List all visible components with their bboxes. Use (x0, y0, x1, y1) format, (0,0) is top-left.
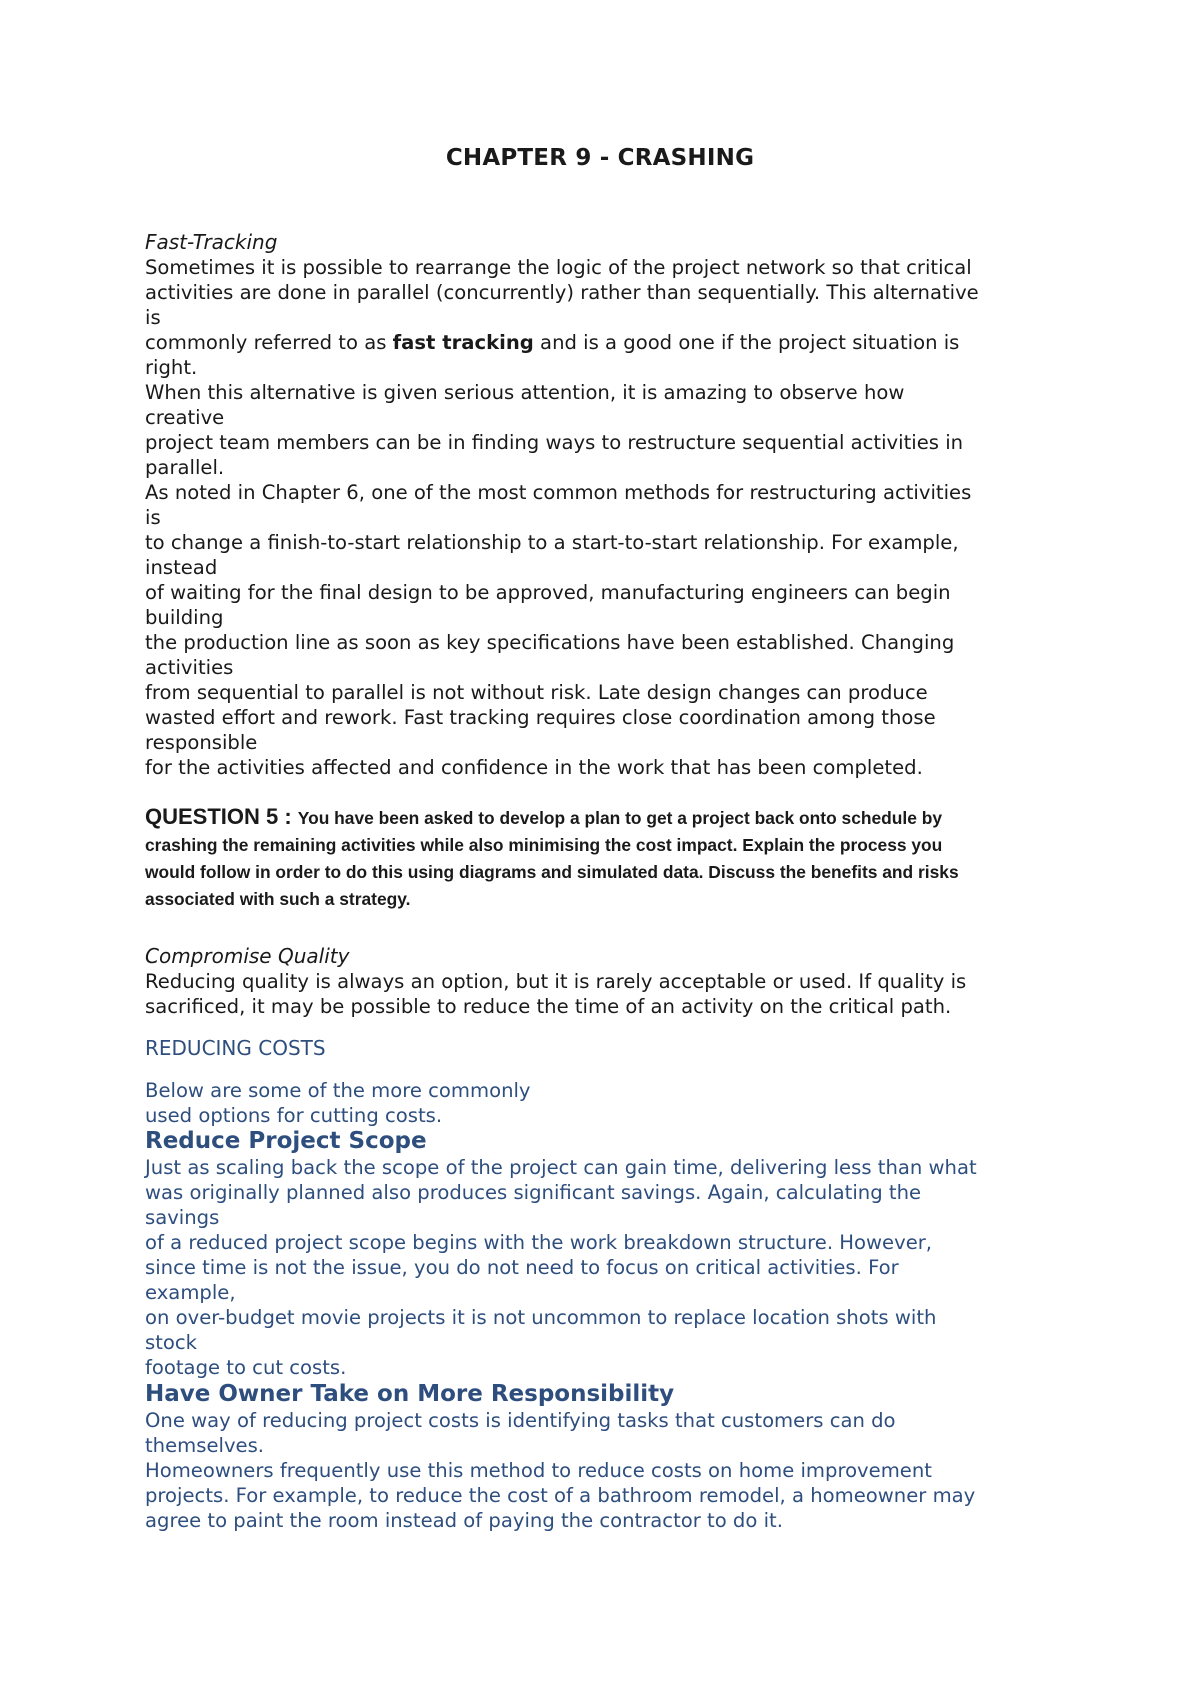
paragraph-line: As noted in Chapter 6, one of the most common methods for restructuring activities (145, 481, 972, 504)
reducing-costs-heading: REDUCING COSTS (145, 1036, 326, 1060)
paragraph-line: When this alternative is given serious attention, it is amazing to observe how (145, 381, 905, 404)
fast-tracking-section (145, 230, 1065, 780)
paragraph-line: since time is not the issue, you do not need to focus on critical activities. For (145, 1256, 899, 1279)
reduce-scope-section (145, 1128, 1065, 1380)
paragraph-line: stock (145, 1331, 197, 1354)
paragraph-line: projects. For example, to reduce the cost of a bathroom remodel, a homeowner may (145, 1484, 976, 1507)
paragraph-line: themselves. (145, 1434, 265, 1457)
fast-tracking-heading: Fast-Tracking (145, 230, 278, 254)
paragraph-line: example, (145, 1281, 236, 1304)
paragraph-line: Just as scaling back the scope of the project can gain time, delivering less than what (145, 1156, 977, 1179)
paragraph-line: footage to cut costs. (145, 1356, 347, 1379)
paragraph-line: One way of reducing project costs is identifying tasks that customers can do (145, 1409, 896, 1432)
question-label: QUESTION 5 : (145, 804, 298, 829)
paragraph-line: Homeowners frequently use this method to reduce costs on home improvement (145, 1459, 932, 1482)
paragraph-line: for the activities affected and confidence in the work that has been completed. (145, 756, 923, 779)
reduce-scope-heading: Reduce Project Scope (145, 1128, 427, 1154)
paragraph-line: creative (145, 406, 225, 429)
paragraph-line: Reducing quality is always an option, but it is rarely acceptable or used. If quality is (145, 970, 967, 993)
paragraph-line: from sequential to parallel is not without risk. Late design changes can produce (145, 681, 928, 704)
paragraph-line: is (145, 506, 161, 529)
paragraph-line: of waiting for the final design to be approved, manufacturing engineers can begin (145, 581, 951, 604)
owner-responsibility-section (145, 1381, 1065, 1533)
paragraph-line (145, 330, 1065, 355)
paragraph-line: Below are some of the more commonly (145, 1079, 531, 1102)
paragraph-line: Sometimes it is possible to rearrange the logic of the project network so that critical (145, 256, 972, 279)
page-title: CHAPTER 9 - CRASHING (445, 145, 755, 171)
question-line: crashing the remaining activities while also minimising the cost impact. Explain the process you (145, 835, 943, 855)
question-line (145, 803, 1065, 832)
paragraph-line: used options for cutting costs. (145, 1104, 443, 1127)
paragraph-line: savings (145, 1206, 220, 1229)
question-line: would follow in order to do this using diagrams and simulated data. Discuss the benefits and risks (145, 862, 959, 882)
question-text: You have been asked to develop a plan to get a project back onto schedule by (297, 808, 943, 828)
text-span: and is a good one if the project situation is (533, 331, 960, 354)
reducing-costs-intro (145, 1078, 1065, 1128)
paragraph-line: project team members can be in finding ways to restructure sequential activities in (145, 431, 964, 454)
text-span: commonly referred to as (145, 331, 393, 354)
paragraph-line: building (145, 606, 224, 629)
paragraph-line: was originally planned also produces significant savings. Again, calculating the (145, 1181, 922, 1204)
compromise-quality-heading: Compromise Quality (145, 944, 350, 968)
question-section (145, 803, 1065, 913)
paragraph-line: on over-budget movie projects it is not uncommon to replace location shots with (145, 1306, 937, 1329)
paragraph-line: parallel. (145, 456, 225, 479)
paragraph-line: activities are done in parallel (concurrently) rather than sequentially. This alternative (145, 281, 979, 304)
owner-responsibility-heading: Have Owner Take on More Responsibility (145, 1381, 675, 1407)
reducing-costs-section (145, 1036, 1065, 1061)
paragraph-line: is (145, 306, 161, 329)
paragraph-line: to change a finish-to-start relationship to a start-to-start relationship. For example, (145, 531, 959, 554)
question-line: associated with such a strategy. (145, 889, 411, 909)
paragraph-line: sacrificed, it may be possible to reduce the time of an activity on the critical path. (145, 995, 952, 1018)
paragraph-line: the production line as soon as key specifications have been established. Changing (145, 631, 955, 654)
paragraph-line: activities (145, 656, 234, 679)
paragraph-line: instead (145, 556, 218, 579)
bold-term: fast tracking (392, 331, 534, 354)
compromise-quality-section (145, 944, 1065, 1019)
paragraph-line: wasted effort and rework. Fast tracking requires close coordination among those (145, 706, 936, 729)
paragraph-line: right. (145, 356, 198, 379)
paragraph-line: of a reduced project scope begins with the work breakdown structure. However, (145, 1231, 933, 1254)
paragraph-line: responsible (145, 731, 258, 754)
paragraph-line: agree to paint the room instead of paying the contractor to do it. (145, 1509, 783, 1532)
